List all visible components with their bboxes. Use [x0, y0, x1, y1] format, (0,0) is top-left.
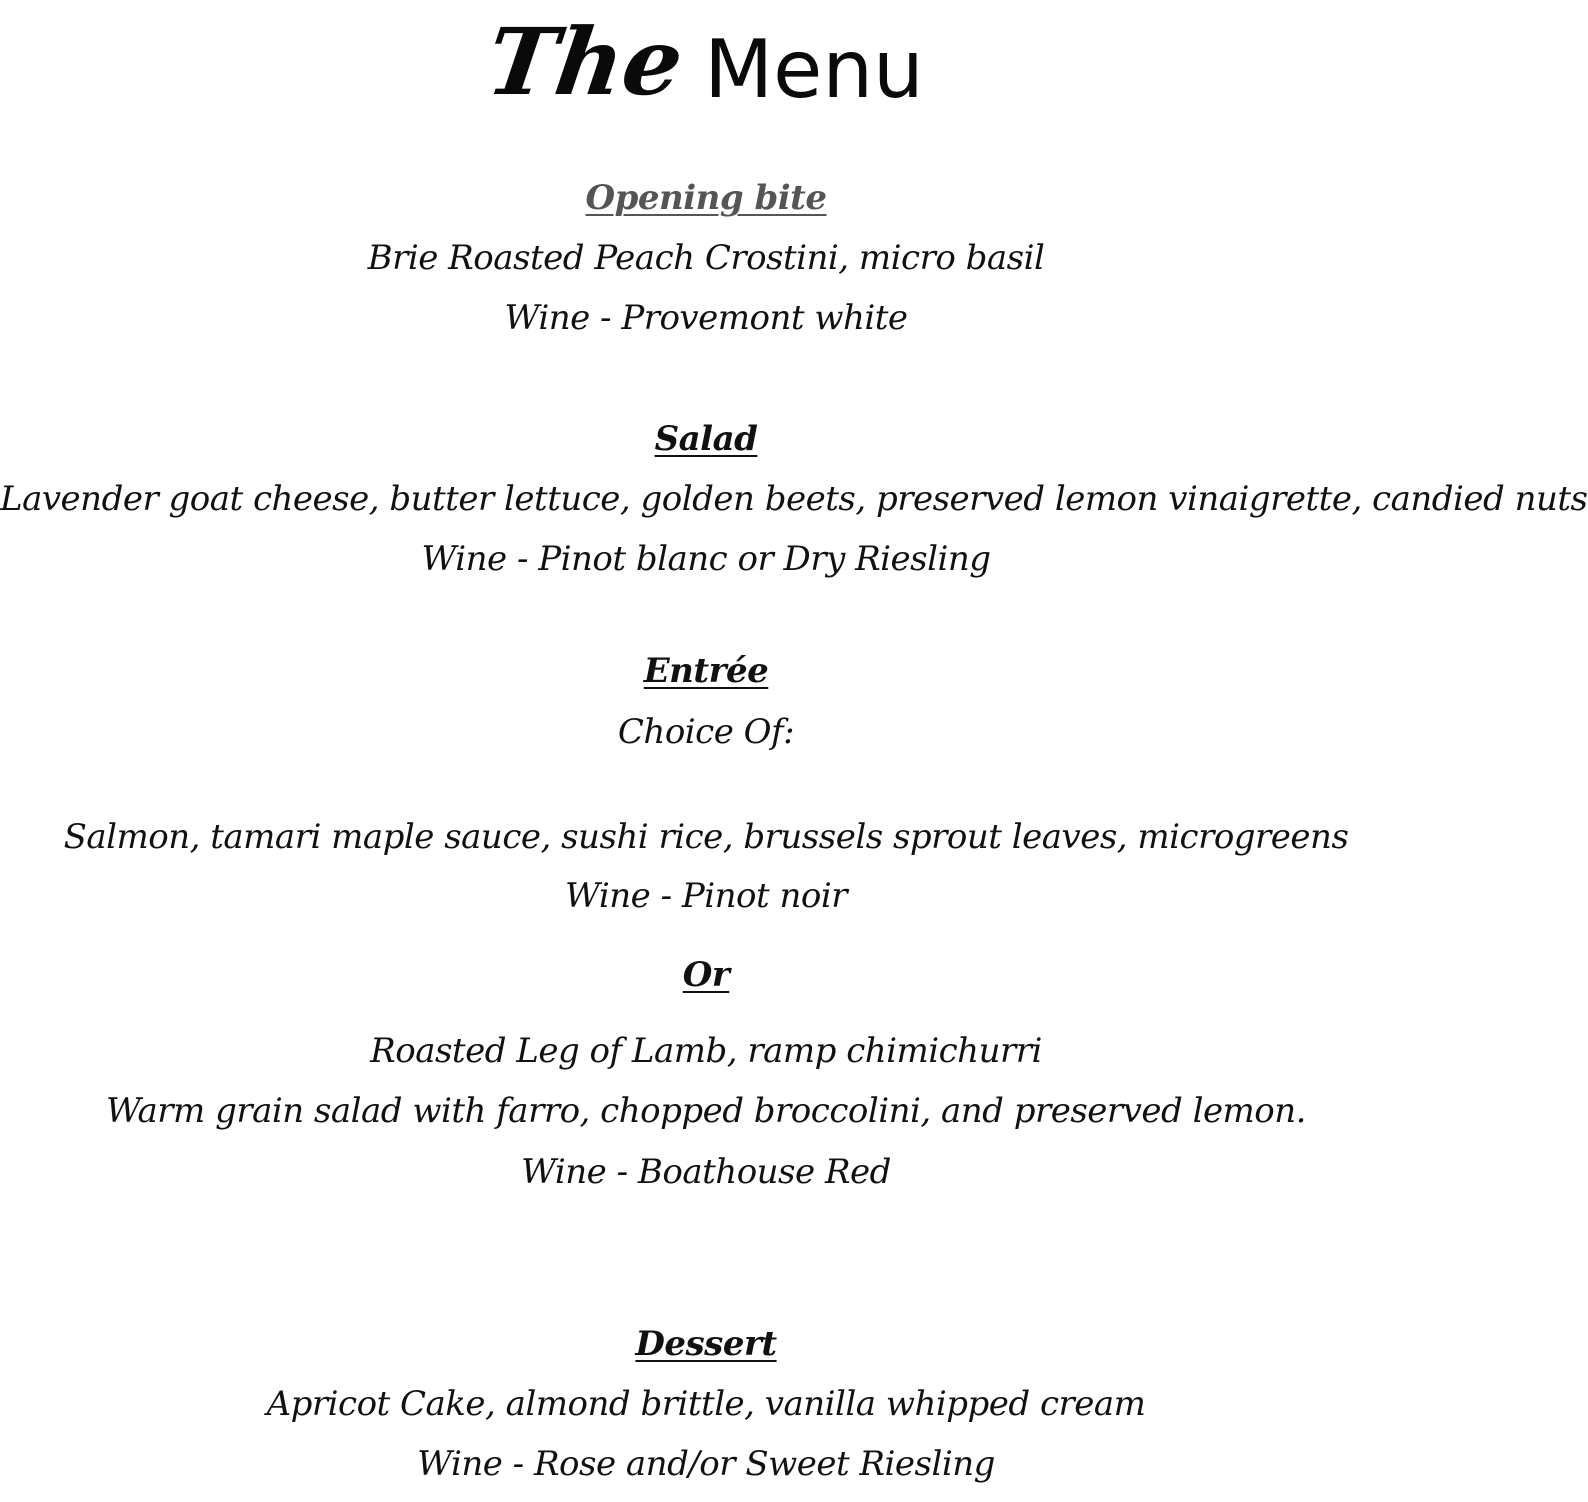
entree-option1-wine: Wine - Pinot noir — [565, 876, 847, 916]
entree-choice-label: Choice Of: — [617, 712, 795, 752]
opening-bite-heading: Opening bite — [585, 178, 827, 218]
salad-wine: Wine - Pinot blanc or Dry Riesling — [421, 539, 991, 579]
entree-heading: Entrée — [643, 651, 769, 691]
opening-bite-dish: Brie Roasted Peach Crostini, micro basil — [367, 238, 1045, 278]
dessert-wine: Wine - Rose and/or Sweet Riesling — [417, 1444, 995, 1484]
salad-dish: Lavender goat cheese, butter lettuce, golden beets, preserved lemon vinaigrette, candied nuts — [0, 479, 1588, 519]
entree-option2-dish: Roasted Leg of Lamb, ramp chimichurri — [370, 1031, 1042, 1071]
entree-option2-wine: Wine - Boathouse Red — [521, 1152, 891, 1192]
salad-heading: Salad — [654, 419, 758, 459]
entree-option2-side: Warm grain salad with farro, chopped broccolini, and preserved lemon. — [106, 1091, 1306, 1131]
dessert-heading: Dessert — [635, 1324, 777, 1364]
opening-bite-wine: Wine - Provemont white — [504, 298, 908, 338]
title-main-word: Menu — [704, 23, 924, 116]
menu-title — [0, 0, 1412, 125]
entree-or-divider: Or — [682, 955, 730, 995]
title-script-word: The — [480, 8, 690, 116]
entree-option1-dish: Salmon, tamari maple sauce, sushi rice, brussels sprout leaves, microgreens — [63, 817, 1349, 857]
dessert-dish: Apricot Cake, almond brittle, vanilla whipped cream — [266, 1384, 1146, 1424]
